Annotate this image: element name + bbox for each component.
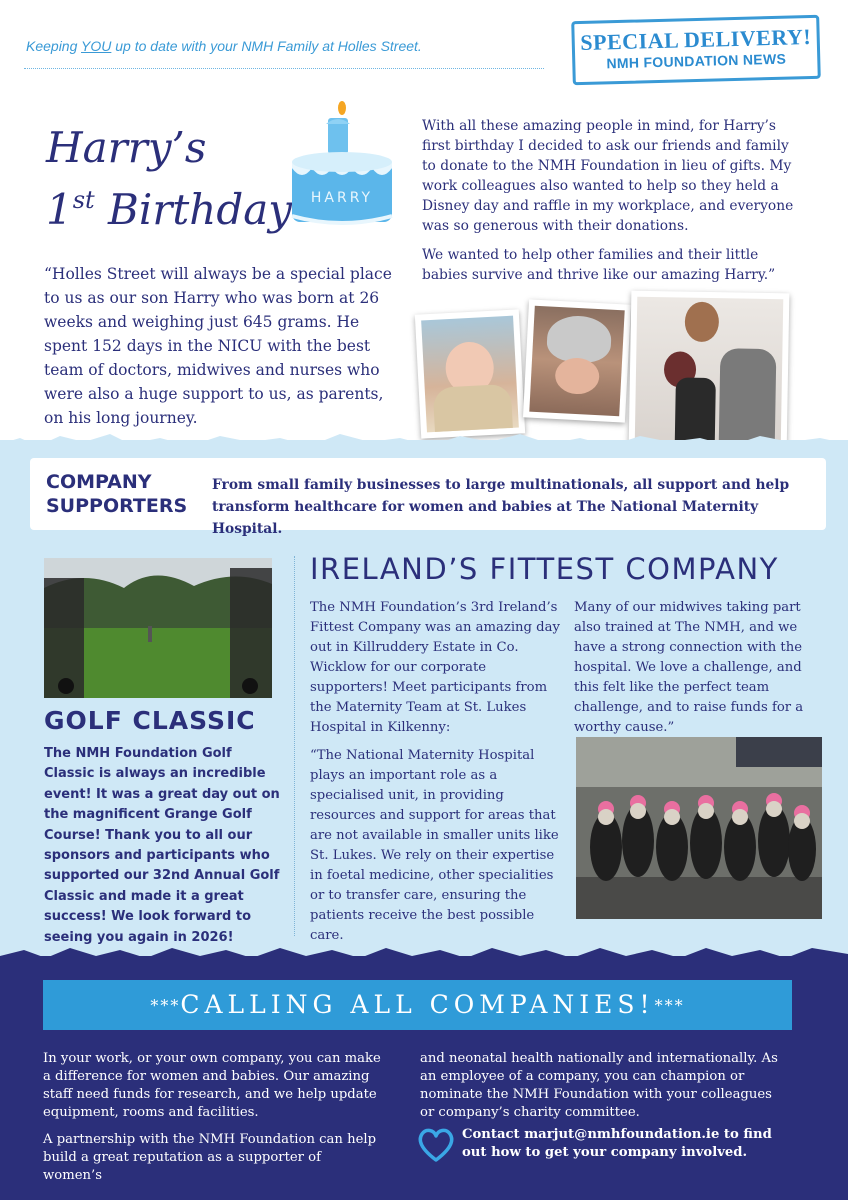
supporters-title xyxy=(46,470,187,518)
supporters-title-line1: COMPANY xyxy=(46,471,152,493)
tagline-emphasis: YOU xyxy=(81,38,112,54)
golf-text: The NMH Foundation Golf Classic is always an incredible event! It was a great day out on the magnificent Grange Golf Course! Thank you to all our sponsors and participants who supported our 32nd Annual Golf Classic and made it a great success! We look forward to seeing you again in 2026! xyxy=(44,746,280,945)
fittest-para-1: The NMH Foundation’s 3rd Ireland’s Fittest Company was an amazing day out in Killruddery Estate in Co. Wicklow for our corporate supporters! Meet participants from the Maternity Team at St. Lukes Hospital in Kilkenny: xyxy=(310,600,560,735)
fittest-title: IRELAND’S FITTEST COMPANY xyxy=(310,552,779,586)
special-delivery-stamp xyxy=(571,15,821,85)
harry-title-line1: Harry’s xyxy=(46,123,207,172)
stars-left: *** xyxy=(150,996,181,1015)
harry-title xyxy=(46,122,292,236)
harry-para-1: With all these amazing people in mind, for Harry’s first birthday I decided to ask our friends and family to donate to the NMH Foundation in lieu of gifts. My work colleagues also wanted to help so they held a Disney day and raffle in my workplace, and everyone was so generous with their donations. xyxy=(422,118,794,234)
title-word: Birthday xyxy=(94,185,293,234)
supporters-title-line2: SUPPORTERS xyxy=(46,495,188,517)
tagline-text: Keeping xyxy=(26,38,82,54)
column-divider xyxy=(294,556,295,936)
harry-para-2: We wanted to help other families and their little babies survive and thrive like our amazing Harry.” xyxy=(422,247,776,283)
golf-title: GOLF CLASSIC xyxy=(44,706,256,735)
baby-photo xyxy=(415,309,525,438)
title-ordinal: st xyxy=(72,186,95,214)
fittest-column-2: Many of our midwives taking part also trained at The NMH, and we have a strong connection with the hospital. We love a challenge, and this felt like the perfect team challenge, and to raise funds for a worthy cause.” xyxy=(574,600,804,735)
tagline-rule xyxy=(24,68,544,69)
calling-title: CALLING ALL COMPANIES! xyxy=(180,990,655,1019)
stars-right: *** xyxy=(654,996,685,1015)
harry-quote: “Holles Street will always be a special place to us as our son Harry who was born at 26 weeks and weighing just 645 grams. He spent 152 days in the NICU with the best team of doctors, midwives and nurses who were also a huge support to us, as parents, on his long journey. xyxy=(44,265,392,427)
golf-photo xyxy=(44,558,272,698)
harry-story xyxy=(422,116,802,294)
fittest-para-2: “The National Maternity Hospital plays an important role as a specialised unit, in providing resources and support for areas that are not available in smaller units like St. Lukes. We rely on their expertise in foetal medicine, other specialities or to transfer care, ensuring the patients receive the best possible care. xyxy=(310,748,559,943)
birthday-cake-icon xyxy=(282,100,402,228)
header-tagline xyxy=(26,38,422,54)
stamp-subtitle: NMH FOUNDATION NEWS xyxy=(606,50,787,72)
title-number: 1 xyxy=(46,185,73,234)
calling-right-column: and neonatal health nationally and internationally. As an employee of a company, you can champion or nominate the NMH Foundation with your colleagues or company’s charity committee. xyxy=(420,1051,778,1120)
harry-title-line2 xyxy=(46,174,292,236)
cake-lettering: HARRY xyxy=(310,190,374,206)
tagline-text-end: up to date with your NMH Family at Holles Street. xyxy=(111,38,422,54)
stamp-title: SPECIAL DELIVERY! xyxy=(580,23,812,56)
contact-text: Contact marjut@nmhfoundation.ie to find out how to get your company involved. xyxy=(462,1127,772,1160)
team-photo xyxy=(576,737,822,919)
calling-left-column xyxy=(43,1050,383,1194)
heart-icon xyxy=(416,1124,456,1164)
calling-para-1: In your work, or your own company, you can make a difference for women and babies. Our amazing staff need funds for research, and we help update equipment, rooms and facilities. xyxy=(43,1051,381,1120)
nicu-baby-photo xyxy=(523,299,631,422)
calling-para-2: A partnership with the NMH Foundation can help build a great reputation as a supporter of women’s xyxy=(43,1132,377,1183)
fittest-column-1 xyxy=(310,598,562,954)
supporters-text: From small family businesses to large multinationals, all support and help transform healthcare for women and babies at The National Maternity Hospital. xyxy=(212,477,790,537)
calling-banner xyxy=(43,980,792,1030)
